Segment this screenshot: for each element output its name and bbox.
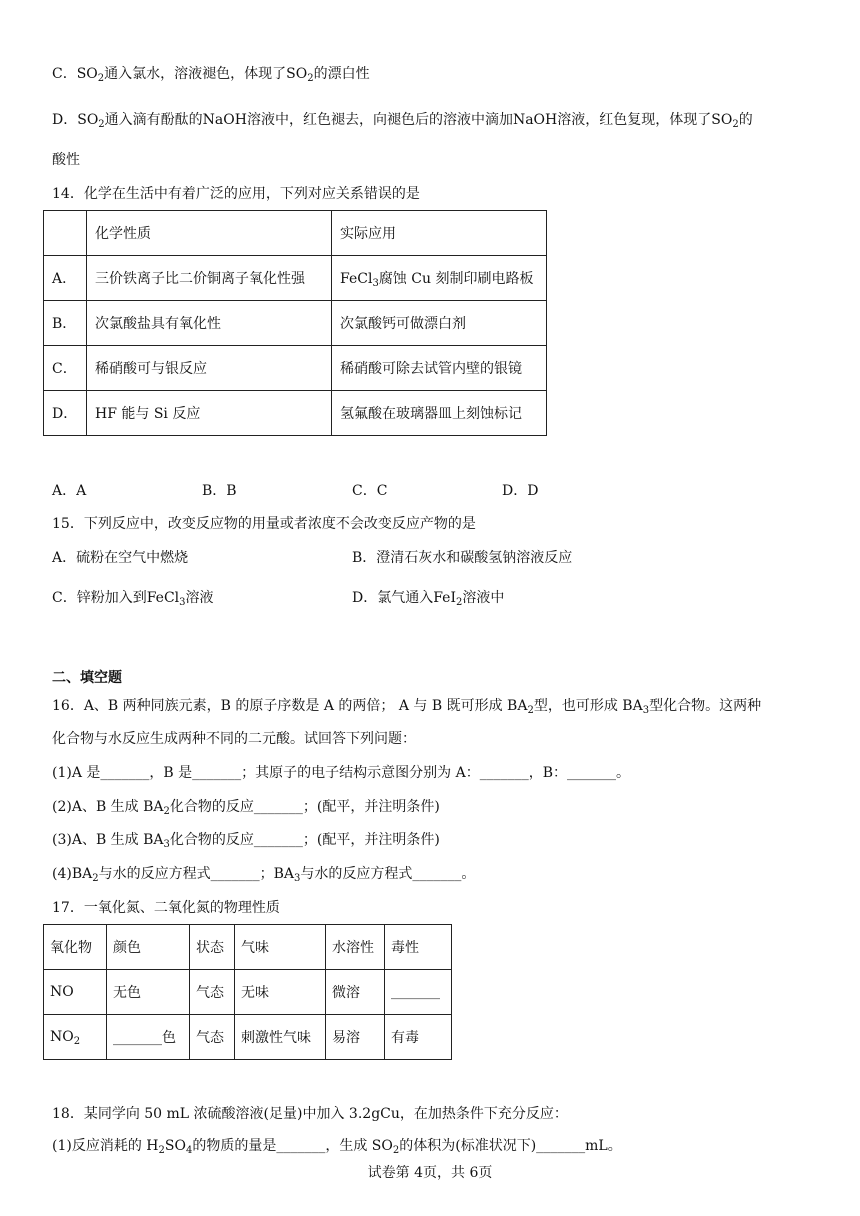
table-header-cell: 毒性 — [385, 925, 452, 970]
table-cell: 气态 — [190, 1015, 235, 1060]
table-header-cell: 水溶性 — [326, 925, 385, 970]
table-cell: A． — [44, 256, 87, 301]
q17-stem: 17．一氧化氮、二氧化氮的物理性质 — [52, 900, 280, 916]
table-row — [44, 301, 547, 346]
table-header-cell: 氧化物 — [44, 925, 107, 970]
table-row — [44, 346, 547, 391]
table-header-application: 实际应用 — [332, 211, 547, 256]
table-cell: NO — [44, 970, 107, 1015]
table-cell: 次氯酸钙可做漂白剂 — [332, 301, 547, 346]
table-header-cell: 状态 — [190, 925, 235, 970]
table-header-property: 化学性质 — [87, 211, 332, 256]
q18-part-1: (1)反应消耗的 $H_2SO_4$的物质的量是_______，生成 $SO_2$的体积为(标准状况下)_______mL。 — [52, 1138, 622, 1156]
q15-stem: 15．下列反应中，改变反应物的用量或者浓度不会改变反应产物的是 — [52, 516, 476, 532]
q18-stem: 18．某同学向 50 mL 浓硫酸溶液(足量)中加入 3.2gCu，在加热条件下充分反应： — [52, 1106, 568, 1122]
table-cell: 易溶 — [326, 1015, 385, 1060]
table-cell: $NO_2$ — [44, 1015, 107, 1060]
q16-stem-line2: 化合物与水反应生成两种不同的二元酸。试回答下列问题： — [52, 731, 416, 747]
q16-part-3: (3)A、B 生成 $BA_3$化合物的反应_______；(配平，并注明条件) — [52, 832, 440, 850]
page-footer: 试卷第 4页，共 6页 — [367, 1165, 493, 1181]
q17-table — [43, 924, 452, 1060]
table-cell: 次氯酸盐具有氧化性 — [87, 301, 332, 346]
q15-option-a: A．硫粉在空气中燃烧 — [52, 550, 189, 566]
q15-option-d: D．氯气通入FeI$_2$溶液中 — [352, 590, 505, 608]
table-cell: FeCl$_3$腐蚀 Cu 刻制印刷电路板 — [332, 256, 547, 301]
table-cell: 无色 — [107, 970, 190, 1015]
q14-answer-a: A．A — [52, 483, 87, 499]
table-header-cell: 颜色 — [107, 925, 190, 970]
table-cell: 刺激性气味 — [235, 1015, 326, 1060]
q15-option-c: C．锌粉加入到FeCl$_3$溶液 — [52, 590, 214, 608]
table-cell: D． — [44, 391, 87, 436]
answer-blank: _______色 — [107, 1015, 190, 1060]
table-row — [44, 1015, 452, 1060]
q15-option-b: B．澄清石灰水和碳酸氢钠溶液反应 — [352, 550, 573, 566]
table-row — [44, 256, 547, 301]
table-cell: 稀硝酸可除去试管内壁的银镜 — [332, 346, 547, 391]
q16-part-2: (2)A、B 生成 $BA_2$化合物的反应_______；(配平，并注明条件) — [52, 799, 440, 817]
q14-answer-d: D．D — [502, 483, 539, 499]
table-cell: B． — [44, 301, 87, 346]
q16-stem-line1: 16．A、B 两种同族元素，B 的原子序数是 A 的两倍； A 与 B 既可形成 $BA_2$型，也可形成 $BA_3$型化合物。这两种 — [52, 698, 762, 716]
table-header-row — [44, 925, 452, 970]
q16-part-1: (1)A 是_______，B 是_______；其原子的电子结构示意图分别为 A：_______，B：_______。 — [52, 765, 630, 781]
table-cell — [44, 211, 87, 256]
table-row — [44, 970, 452, 1015]
q14-stem: 14．化学在生活中有着广泛的应用，下列对应关系错误的是 — [52, 186, 420, 202]
table-cell: 氢氟酸在玻璃器皿上刻蚀标记 — [332, 391, 547, 436]
table-cell: 有毒 — [385, 1015, 452, 1060]
table-cell: 无味 — [235, 970, 326, 1015]
section-heading: 二、填空题 — [52, 670, 122, 686]
table-cell: 三价铁离子比二价铜离子氧化性强 — [87, 256, 332, 301]
q14-table — [43, 210, 547, 436]
q13-option-d: D．$SO_2$通入滴有酚酞的NaOH溶液中，红色褪去，向褪色后的溶液中滴加NaOH溶液，红色复现，体现了$SO_2$的 — [52, 112, 753, 130]
table-cell: HF 能与 Si 反应 — [87, 391, 332, 436]
table-cell: 微溶 — [326, 970, 385, 1015]
table-cell: 稀硝酸可与银反应 — [87, 346, 332, 391]
answer-blank: _______ — [385, 970, 452, 1015]
q16-part-4: $(4)BA_2$与水的反应方程式_______；$BA_3$与水的反应方程式_______。 — [52, 866, 476, 884]
table-header-cell: 气味 — [235, 925, 326, 970]
table-row — [44, 391, 547, 436]
table-cell: C． — [44, 346, 87, 391]
table-header-row — [44, 211, 547, 256]
table-cell: 气态 — [190, 970, 235, 1015]
q14-answer-b: B．B — [202, 483, 237, 499]
q13-option-d-continued: 酸性 — [52, 152, 80, 168]
q14-answer-c: C．C — [352, 483, 388, 499]
q13-option-c: C．$SO_2$通入氯水，溶液褪色，体现了$SO_2$的漂白性 — [52, 66, 370, 84]
